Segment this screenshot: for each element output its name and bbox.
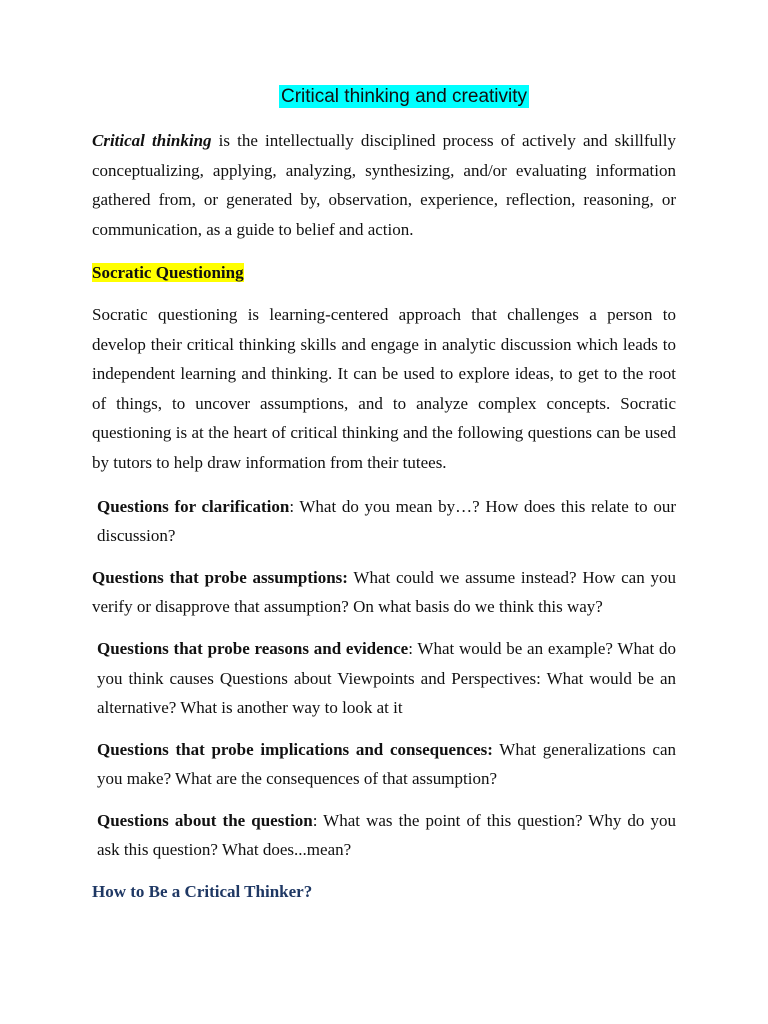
question-label: Questions that probe implications and consequences: [97,739,493,759]
intro-text: is the intellectually disciplined process of actively and skillfully conceptualizing, applying, analyzing, synthesizing, and/or evaluating information gathered from, or generated by, observation, experience, reflection, reasoning, or communication, as a guide to belief and action. [92,131,676,239]
question-text: What generalizations can you make? What are the consequences of that assumption? [97,739,676,789]
critical-thinker-heading: How to Be a Critical Thinker? [92,882,313,902]
question-about-question [92,806,676,865]
socratic-heading-text: Socratic Questioning [92,263,244,283]
question-reasons-evidence [92,634,676,723]
question-label: Questions for clarification [97,496,290,516]
question-text: What could we assume instead? How can you verify or disapprove that assumption? On what basis do we think this way? [92,567,676,617]
question-label: Questions about the question [97,810,313,830]
socratic-paragraph: Socratic questioning is learning-centered approach that challenges a person to develop their critical thinking skills and engage in analytic discussion which leads to independent learning and thinking. It can be used to explore ideas, to get to the root of things, to uncover assumptions, and to analyze complex concepts. Socratic questioning is at the heart of critical thinking and the following questions can be used by tutors to help draw information from their tutees. [92,304,676,472]
question-implications [92,735,676,794]
intro-paragraph [92,126,676,244]
question-text: : What was the point of this question? Why do you ask this question? What does...mean? [97,810,677,860]
document-title: Critical thinking and creativity [280,86,528,107]
intro-term: Critical thinking [92,131,212,150]
question-label: Questions that probe reasons and evidence [97,638,409,658]
socratic-heading [92,258,676,288]
document-page [92,86,676,907]
question-text: : What do you mean by…? How does this relate to our discussion? [97,496,676,546]
title-block [92,86,676,108]
question-assumptions [92,563,676,622]
question-text: : What would be an example? What do you think causes Questions about Viewpoints and Perspectives: What would be an alternative? What is another way to look at it [97,638,676,718]
question-label: Questions that probe assumptions: [92,567,348,587]
question-clarification [92,492,676,551]
